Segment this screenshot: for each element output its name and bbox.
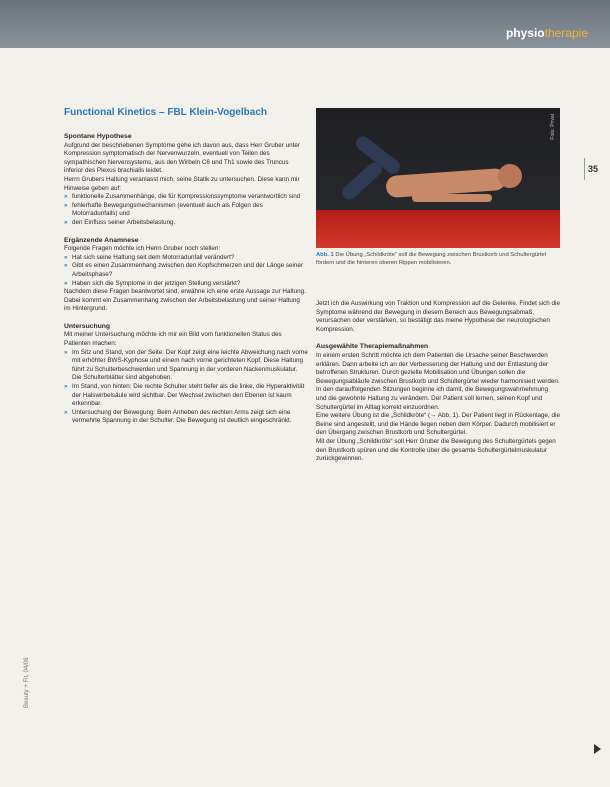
left-column <box>64 133 308 426</box>
caption-label: Abb. 1 <box>316 252 334 258</box>
exercise-photo <box>316 108 560 248</box>
list-item: » Gibt es einen Zusammenhang zwischen den Kopfschmerzen und der Länge seiner Arbeitsphase? <box>64 262 308 279</box>
hypothesis-heading: Spontane Hypothese <box>64 133 132 140</box>
person-head <box>498 164 522 188</box>
continue-arrow-icon <box>594 744 601 754</box>
header-band <box>0 0 610 48</box>
examination-text: Mit meiner Untersuchung möchte ich mir ein Bild vom funktionellen Status des Patienten machen: <box>64 331 282 348</box>
anamnesis-list <box>64 254 308 288</box>
list-item: » Hat sich seine Haltung seit dem Motorradunfall verändert? <box>64 254 308 263</box>
person-arm <box>412 194 492 202</box>
person-leg-lower <box>339 160 384 203</box>
examination-list <box>64 349 308 426</box>
list-item: » funktionelle Zusammenhänge, die für Kompressionssymptome verantwortlich sind <box>64 193 308 202</box>
list-item: » den Einfluss seiner Arbeitsbelastung. <box>64 219 308 228</box>
exercise-text: Eine weitere Übung ist die „Schildkröte“ (→ Abb. 1). Der Patient liegt in Rückenlage, die Beine sind angestellt, und die Hände liegen neben dem Körper. Dadurch mobilisiert er den Übergang zwischen Brustkorb und Schultergürtel. <box>316 412 560 437</box>
brand-main: physio <box>505 26 545 40</box>
page-number: 35 <box>588 164 599 174</box>
examination-heading: Untersuchung <box>64 322 111 330</box>
hypothesis-list <box>64 193 308 227</box>
list-item: » Haben sich die Symptome in der jetzigen Stellung verstärkt? <box>64 280 308 289</box>
page-marker <box>584 158 585 180</box>
list-item: » Im Stand, von hinten: Die rechte Schulter steht tiefer als die linke, die Hyperaktivität der Halswirbelsäule wird sichtbar. Der Wechsel zwischen den Ebenen ist kaum erkennbar. <box>64 383 308 409</box>
list-item: » fehlerhafte Bewegungsmechanismen (eventuell auch als Folgen des Motorradunfalls) und <box>64 202 308 219</box>
anamnesis-text: Folgende Fragen möchte ich Herrn Gruber noch stellen: <box>64 245 221 253</box>
section-title: Functional Kinetics – FBL Klein-Vogelbach <box>64 107 267 118</box>
exercise-mat <box>316 210 560 248</box>
measures-text-2: In den darauffolgenden Sitzungen beginne ich damit, die Bewegungswahrnehmung und die gewohnte Haltung zu verändern. Der Patient soll lernen, seinen Kopf und Schultergürtel im Alltag korrekt einzuordnen. <box>316 386 548 411</box>
right-column <box>316 300 560 464</box>
hypothesis-text: Aufgrund der beschriebenen Symptome gehe ich davon aus, dass Herr Gruber unter Kompression symptomatisch der Nervenwurzeln, eventuell von Teilen des sympathischen Nervensystems, aus den Wirbeln C6 und Th1 sowie des Truncus inferior des Plexus brachialis leidet. <box>64 141 300 175</box>
photo-credit: Foto: Privat <box>550 114 556 140</box>
measures-heading: Ausgewählte Therapiemaßnahmen <box>316 343 429 351</box>
anamnesis-heading: Ergänzende Anamnese <box>64 236 139 244</box>
exercise-text-2: Mit der Übung „Schildkröte“ soll Herr Gruber die Bewegung des Schultergürtels gegen den Brustkorb spüren und die Kontrolle über die gesamte Schultergürtelmuskulatur zurückgewinnen. <box>316 437 556 463</box>
hypothesis-text-2: Herrn Grubers Haltung veranlasst mich, seine Statik zu untersuchen. Diese kann mir Hinweise geben auf: <box>64 175 300 192</box>
magazine-brand <box>506 26 588 40</box>
figure-caption <box>316 252 560 267</box>
list-item: » Untersuchung der Bewegung: Beim Anheben des rechten Arms zeigt sich eine vermehrte Spannung in der Schulter. Die Bewegung ist deutlich eingeschränkt. <box>64 409 308 426</box>
right-intro-text: Jetzt ich die Auswirkung von Traktion und Kompression auf die Gelenke. Findet sich die Symptome während der Bewegung in diesem Bereich aus Bewegungsabmaß, verursachen oder verstärken, so bestätigt das meine Hypothese der neurologischen Kompression. <box>316 300 560 333</box>
caption-text: Die Übung „Schildkröte“ soll die Bewegung zwischen Brustkorb und Schultergürtel fördern und die hinteren oberen Rippen mobilisieren. <box>316 252 547 266</box>
measures-text: In einem ersten Schritt möchte ich dem Patienten die Ursache seiner Beschwerden erklären. Dann arbeite ich an der Verbesserung der Haltung und der Entlastung der betroffenen Strukturen. Durch gezielte Mobilisation und Übungen sollen die Bewegungsabläufe zwischen Brustkorb und Schultergürtel wieder harmonisiert werden. <box>316 351 560 385</box>
side-text: Beauty + Fit, 04/06 <box>24 657 30 708</box>
anamnesis-text-2: Nachdem diese Fragen beantwortet sind, erwähne ich eine erste Aussage zur Haltung. Dabei kommt ein Zusammenhang zwischen der Arbeitsbelastung und seiner Haltung im Hintergrund. <box>64 288 306 313</box>
list-item: » Im Sitz und Stand, von der Seite: Der Kopf zeigt eine leichte Abweichung nach vorne mit erhöhter BWS-Kyphose und einem nach vorne gerichteten Kopf. Diese Haltung führt zu Schulterbeschwerden und Spannung in der vorderen Nackenmuskulatur. Die Schulterblätter sind abgehoben. <box>64 349 308 383</box>
brand-suffix: therapie <box>544 26 588 40</box>
